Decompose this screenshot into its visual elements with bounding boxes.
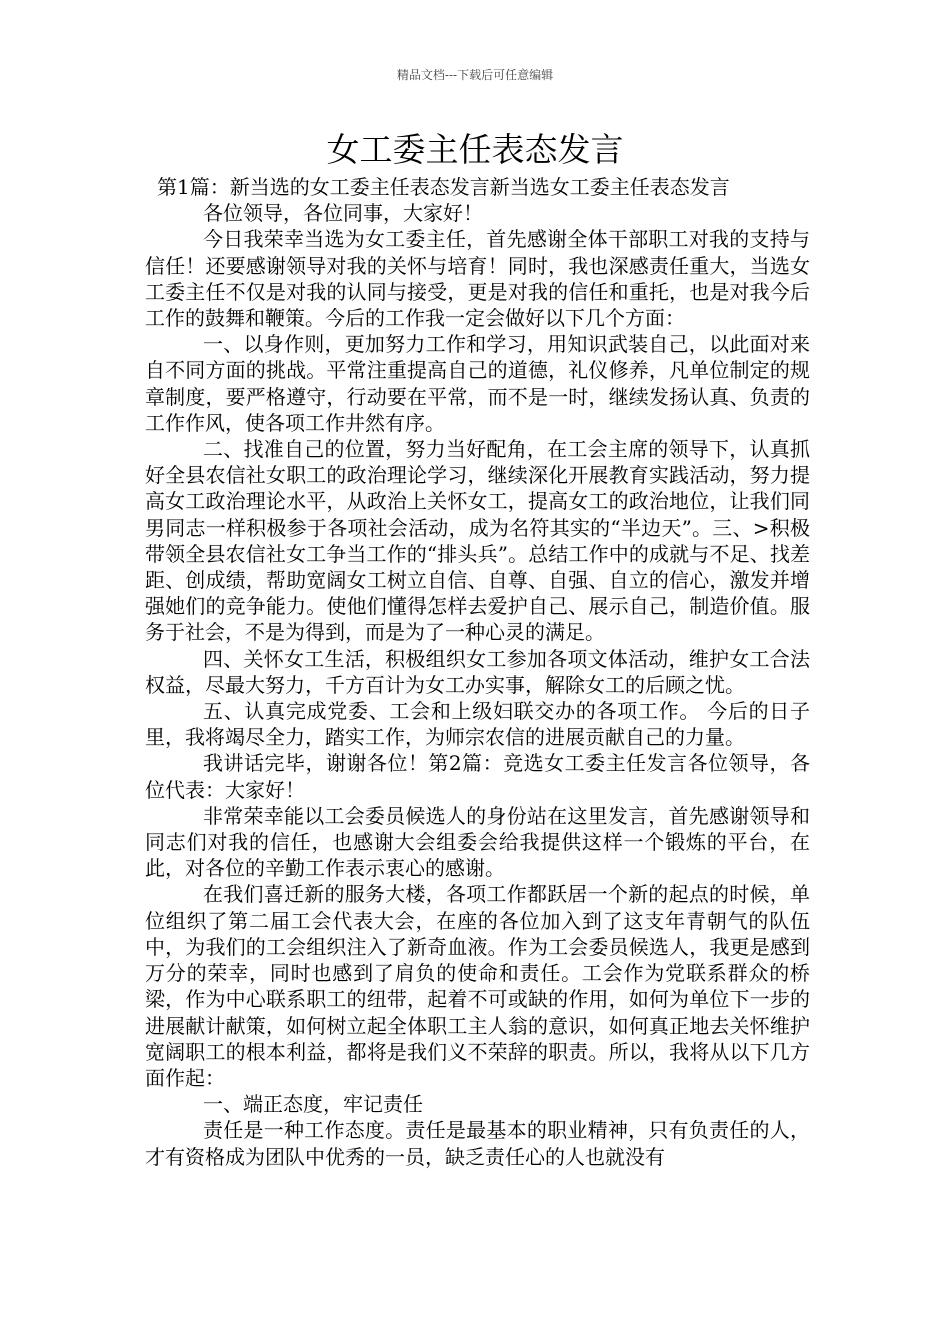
- paragraph: 二、找准自己的位置，努力当好配角，在工会主席的领导下，认真抓好全县农信社女职工的政治理论学习，继续深化开展教育实践活动，努力提高女工政治理论水平，从政治上关怀女工，提高女工的政治地位，让我们同男同志一样积极参于各项社会活动，成为名符其实的“半边天”。三、>积极带领全县农信社女工争当工作的“排头兵”。总结工作中的成就与不足、找差距、创成绩，帮助宽阔女工树立自信、自尊、自强、自立的信心，激发并增强她们的竞争能力。使他们懂得怎样去爱护自己、展示自己，制造价值。服务于社会，不是为得到，而是为了一种心灵的满足。: [145, 437, 810, 645]
- paragraph: 各位领导，各位同事，大家好！: [203, 201, 483, 226]
- document-title: 女工委主任表态发言: [326, 130, 624, 169]
- paragraph: 在我们喜迁新的服务大楼，各项工作都跃居一个新的起点的时候，单位组织了第二届工会代表大会，在座的各位加入到了这支年青朝气的队伍中，为我们的工会组织注入了新奇血液。作为工会委员候选人，我更是感到万分的荣幸，同时也感到了肩负的使命和责任。工会作为党联系群众的桥梁，作为中心联系职工的纽带，起着不可或缺的作用，如何为单位下一步的进展献计献策，如何树立起全体职工主人翁的意识，如何真正地去关怀维护宽阔职工的根本利益，都将是我们义不荣辞的职责。所以，我将从以下几方面作起：: [145, 882, 810, 1090]
- header-note: 精品文档---下载后可任意编辑: [396, 68, 554, 82]
- paragraph: 责任是一种工作态度。责任是最基本的职业精神，只有负责任的人，才有资格成为团队中优秀的一员，缺乏责任心的人也就没有: [145, 1118, 810, 1169]
- paragraph: 非常荣幸能以工会委员候选人的身份站在这里发言，首先感谢领导和同志们对我的信任，也感谢大会组委会给我提供这样一个锻炼的平台，在此，对各位的辛勤工作表示衷心的感谢。: [145, 803, 810, 881]
- paragraph: 一、以身作则，更加努力工作和学习，用知识武装自己，以此面对来自不同方面的挑战。平常注重提高自己的道德，礼仪修养，凡单位制定的规章制度，要严格遵守，行动要在平常，而不是一时，继续发扬认真、负责的工作作风，使各项工作井然有序。: [145, 332, 810, 435]
- paragraph: 我讲话完毕，谢谢各位！第2篇：竞选女工委主任发言各位领导，各位代表：大家好！: [145, 751, 810, 802]
- paragraph-heading-1: 第1篇：新当选的女工委主任表态发言新当选女工委主任表态发言: [157, 175, 730, 199]
- paragraph: 四、关怀女工生活，积极组织女工参加各项文体活动，维护女工合法权益，尽最大努力，千方百计为女工办实事，解除女工的后顾之忧。: [145, 646, 810, 697]
- paragraph: 今日我荣幸当选为女工委主任，首先感谢全体干部职工对我的支持与信任！还要感谢领导对我的关怀与培育！同时，我也深感责任重大，当选女工委主任不仅是对我的认同与接受，更是对我的信任和重托，也是对我今后工作的鼓舞和鞭策。今后的工作我一定会做好以下几个方面：: [145, 227, 810, 331]
- paragraph: 一、端正态度，牢记责任: [203, 1092, 423, 1117]
- paragraph: 五、认真完成党委、工会和上级妇联交办的各项工作。 今后的日子里，我将竭尽全力，踏实工作，为师宗农信的进展贡献自己的力量。: [145, 699, 810, 750]
- document-body: [145, 174, 810, 1170]
